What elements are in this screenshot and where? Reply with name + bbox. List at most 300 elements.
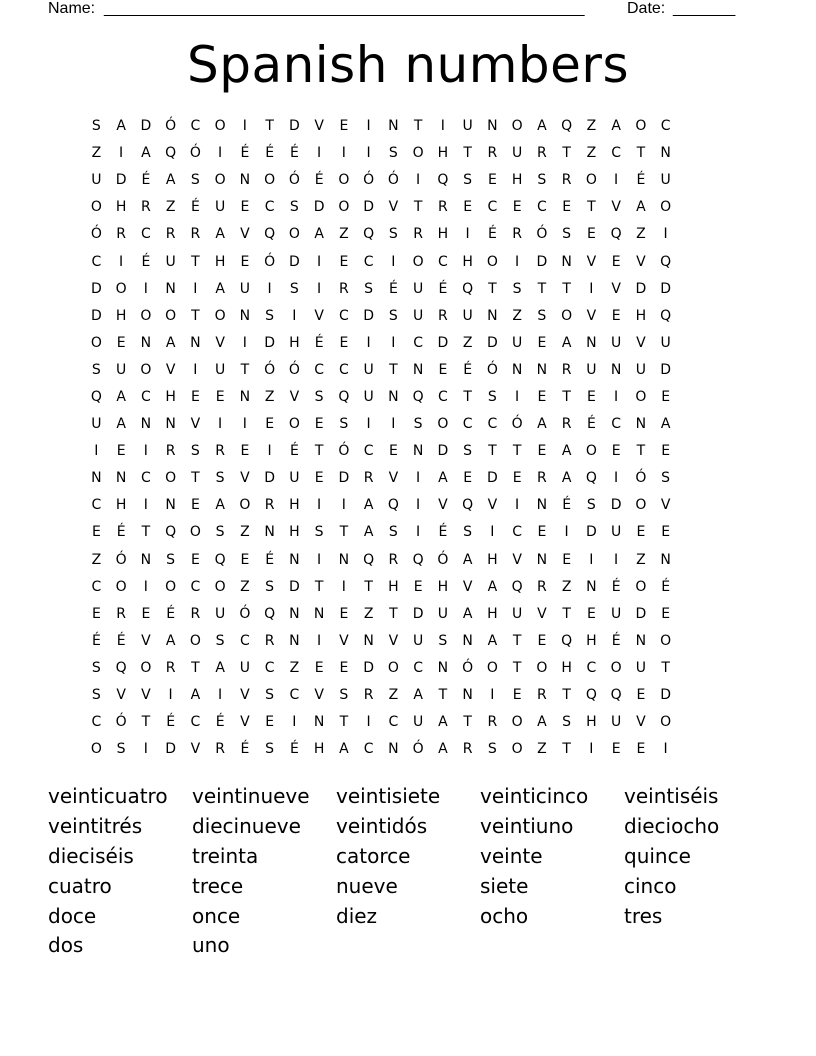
grid-letter[interactable]: I — [341, 578, 346, 595]
grid-letter[interactable]: T — [463, 388, 472, 405]
grid-letter[interactable]: V — [462, 578, 473, 595]
grid-letter[interactable]: N — [487, 118, 498, 135]
grid-letter[interactable]: V — [388, 470, 399, 487]
grid-letter[interactable]: O — [90, 741, 102, 758]
grid-letter[interactable]: S — [265, 307, 275, 324]
grid-letter[interactable]: A — [537, 416, 547, 433]
grid-letter[interactable]: I — [193, 361, 198, 378]
grid-letter[interactable]: D — [288, 253, 300, 270]
grid-letter[interactable]: E — [240, 551, 250, 568]
grid-letter[interactable]: U — [116, 361, 127, 378]
grid-letter[interactable]: E — [611, 443, 621, 460]
grid-letter[interactable]: N — [536, 497, 548, 514]
grid-letter[interactable]: A — [487, 578, 498, 595]
grid-letter[interactable]: T — [191, 307, 200, 324]
grid-letter[interactable]: H — [289, 497, 300, 514]
grid-letter[interactable]: Z — [264, 388, 275, 405]
grid-letter[interactable]: Q — [363, 226, 375, 243]
grid-letter[interactable]: H — [462, 253, 473, 270]
grid-letter[interactable]: R — [537, 578, 547, 595]
grid-letter[interactable]: U — [611, 605, 622, 622]
grid-letter[interactable]: E — [512, 199, 522, 216]
grid-letter[interactable]: U — [512, 145, 523, 162]
grid-letter[interactable]: O — [511, 741, 523, 758]
grid-letter[interactable]: T — [413, 118, 423, 135]
grid-letter[interactable]: R — [388, 551, 399, 568]
grid-letter[interactable]: O — [511, 118, 523, 135]
grid-letter[interactable]: V — [339, 632, 349, 649]
grid-letter[interactable]: Ó — [239, 605, 251, 622]
grid-letter[interactable]: Ó — [363, 172, 375, 189]
grid-letter[interactable]: E — [611, 253, 621, 270]
grid-letter[interactable]: T — [240, 361, 250, 378]
grid-letter[interactable]: É — [636, 172, 646, 189]
grid-letter[interactable]: S — [586, 497, 596, 514]
grid-letter[interactable]: A — [215, 226, 225, 243]
grid-letter[interactable]: E — [537, 443, 547, 460]
grid-letter[interactable]: I — [341, 497, 346, 514]
grid-letter[interactable]: R — [561, 416, 572, 433]
grid-letter[interactable]: É — [289, 145, 299, 162]
grid-letter[interactable]: I — [663, 226, 668, 243]
grid-letter[interactable]: D — [313, 199, 325, 216]
grid-letter[interactable]: U — [363, 388, 374, 405]
grid-letter[interactable]: H — [437, 226, 449, 243]
grid-letter[interactable]: T — [562, 687, 571, 704]
grid-letter[interactable]: Q — [264, 226, 276, 243]
grid-letter[interactable]: S — [562, 226, 572, 243]
grid-letter[interactable]: A — [487, 632, 498, 649]
grid-letter[interactable]: N — [412, 361, 424, 378]
grid-letter[interactable]: Z — [91, 145, 102, 162]
grid-letter[interactable]: N — [660, 551, 671, 568]
grid-letter[interactable]: Ó — [264, 253, 276, 270]
grid-letter[interactable]: T — [562, 280, 571, 297]
grid-letter[interactable]: A — [561, 470, 572, 487]
grid-letter[interactable]: R — [462, 741, 473, 758]
grid-letter[interactable]: A — [462, 605, 473, 622]
grid-letter[interactable]: U — [413, 307, 424, 324]
grid-letter[interactable]: N — [165, 280, 176, 297]
grid-letter[interactable]: C — [536, 199, 547, 216]
grid-letter[interactable]: N — [289, 605, 300, 622]
grid-letter[interactable]: O — [140, 307, 152, 324]
grid-letter[interactable]: S — [463, 172, 473, 189]
grid-letter[interactable]: N — [91, 470, 102, 487]
grid-letter[interactable]: Q — [660, 253, 672, 270]
grid-letter[interactable]: E — [636, 687, 646, 704]
grid-letter[interactable]: R — [190, 226, 201, 243]
grid-letter[interactable]: R — [165, 659, 176, 676]
grid-letter[interactable]: E — [661, 443, 671, 460]
grid-letter[interactable]: S — [487, 741, 497, 758]
grid-letter[interactable]: U — [215, 605, 226, 622]
grid-letter[interactable]: D — [635, 280, 647, 297]
grid-letter[interactable]: Ó — [115, 551, 127, 568]
grid-letter[interactable]: R — [264, 497, 275, 514]
grid-letter[interactable]: O — [239, 497, 251, 514]
grid-letter[interactable]: A — [116, 388, 126, 405]
grid-letter[interactable]: I — [391, 253, 396, 270]
grid-letter[interactable]: Z — [537, 741, 547, 758]
grid-letter[interactable]: T — [314, 578, 324, 595]
grid-letter[interactable]: U — [289, 470, 300, 487]
grid-letter[interactable]: T — [339, 714, 349, 731]
grid-letter[interactable]: O — [288, 416, 300, 433]
grid-letter[interactable]: O — [214, 118, 226, 135]
grid-letter[interactable]: É — [116, 632, 126, 649]
grid-letter[interactable]: I — [490, 524, 495, 541]
grid-letter[interactable]: T — [389, 361, 398, 378]
grid-letter[interactable]: Ó — [264, 361, 276, 378]
grid-letter[interactable]: O — [437, 416, 449, 433]
grid-letter[interactable]: I — [589, 280, 594, 297]
grid-letter[interactable]: E — [339, 253, 349, 270]
grid-letter[interactable]: U — [586, 361, 597, 378]
grid-letter[interactable]: N — [487, 307, 498, 324]
grid-letter[interactable]: C — [140, 388, 151, 405]
grid-letter[interactable]: Q — [412, 388, 424, 405]
grid-letter[interactable]: O — [214, 578, 226, 595]
grid-letter[interactable]: E — [339, 659, 349, 676]
grid-letter[interactable]: V — [240, 714, 250, 731]
grid-letter[interactable]: E — [141, 605, 151, 622]
grid-letter[interactable]: Z — [91, 551, 102, 568]
grid-letter[interactable]: S — [463, 524, 473, 541]
grid-letter[interactable]: U — [215, 361, 226, 378]
grid-letter[interactable]: O — [189, 632, 201, 649]
grid-letter[interactable]: H — [586, 632, 597, 649]
grid-letter[interactable]: E — [611, 307, 621, 324]
grid-letter[interactable]: U — [239, 659, 250, 676]
grid-letter[interactable]: V — [586, 307, 597, 324]
grid-letter[interactable]: E — [240, 443, 250, 460]
grid-letter[interactable]: É — [240, 145, 250, 162]
grid-letter[interactable]: I — [589, 741, 594, 758]
grid-letter[interactable]: S — [265, 578, 275, 595]
grid-letter[interactable]: A — [165, 632, 176, 649]
grid-letter[interactable]: Ó — [412, 741, 424, 758]
grid-letter[interactable]: Ó — [387, 172, 399, 189]
grid-letter[interactable]: U — [437, 605, 448, 622]
grid-letter[interactable]: C — [91, 497, 102, 514]
grid-letter[interactable]: I — [168, 687, 173, 704]
grid-letter[interactable]: E — [339, 605, 349, 622]
grid-letter[interactable]: A — [363, 524, 374, 541]
grid-letter[interactable]: N — [239, 172, 251, 189]
grid-letter[interactable]: E — [636, 524, 646, 541]
grid-letter[interactable]: I — [366, 145, 371, 162]
grid-letter[interactable]: R — [438, 307, 448, 324]
grid-letter[interactable]: É — [141, 253, 151, 270]
grid-letter[interactable]: É — [611, 632, 621, 649]
grid-letter[interactable]: É — [463, 361, 473, 378]
grid-letter[interactable]: V — [388, 632, 399, 649]
grid-letter[interactable]: U — [413, 280, 424, 297]
grid-letter[interactable]: T — [661, 659, 670, 676]
grid-letter[interactable]: É — [265, 551, 275, 568]
grid-letter[interactable]: E — [537, 632, 547, 649]
grid-letter[interactable]: I — [242, 118, 247, 135]
grid-letter[interactable]: S — [438, 632, 448, 649]
grid-letter[interactable]: N — [660, 145, 671, 162]
grid-letter[interactable]: Q — [511, 578, 523, 595]
grid-letter[interactable]: U — [611, 714, 622, 731]
grid-letter[interactable]: O — [115, 280, 127, 297]
grid-letter[interactable]: D — [536, 253, 548, 270]
grid-letter[interactable]: V — [215, 334, 225, 351]
grid-letter[interactable]: Z — [561, 578, 572, 595]
grid-letter[interactable]: H — [115, 497, 127, 514]
grid-letter[interactable]: T — [413, 199, 423, 216]
grid-letter[interactable]: É — [586, 416, 596, 433]
grid-letter[interactable]: Q — [610, 687, 622, 704]
grid-letter[interactable]: N — [115, 470, 127, 487]
grid-letter[interactable]: I — [143, 578, 148, 595]
grid-letter[interactable]: E — [586, 605, 596, 622]
grid-letter[interactable]: R — [215, 443, 225, 460]
grid-letter[interactable]: E — [661, 388, 671, 405]
grid-letter[interactable]: S — [166, 551, 176, 568]
grid-letter[interactable]: A — [413, 687, 423, 704]
grid-letter[interactable]: D — [338, 470, 350, 487]
grid-letter[interactable]: T — [191, 253, 200, 270]
grid-letter[interactable]: E — [661, 524, 671, 541]
grid-letter[interactable]: S — [265, 741, 275, 758]
grid-letter[interactable]: C — [289, 687, 300, 704]
grid-letter[interactable]: R — [438, 199, 448, 216]
grid-letter[interactable]: R — [339, 280, 349, 297]
grid-letter[interactable]: C — [611, 145, 622, 162]
grid-letter[interactable]: T — [339, 524, 349, 541]
grid-letter[interactable]: N — [190, 334, 201, 351]
grid-letter[interactable]: C — [487, 416, 498, 433]
grid-letter[interactable]: C — [264, 199, 275, 216]
grid-letter[interactable]: Q — [412, 551, 424, 568]
grid-letter[interactable]: É — [265, 145, 275, 162]
grid-letter[interactable]: O — [165, 470, 177, 487]
grid-letter[interactable]: U — [660, 172, 671, 189]
grid-letter[interactable]: I — [143, 741, 148, 758]
grid-letter[interactable]: I — [416, 524, 421, 541]
grid-letter[interactable]: D — [264, 334, 276, 351]
grid-letter[interactable]: I — [267, 443, 272, 460]
grid-letter[interactable]: I — [614, 470, 619, 487]
grid-letter[interactable]: É — [116, 524, 126, 541]
grid-letter[interactable]: D — [288, 118, 300, 135]
grid-letter[interactable]: C — [239, 632, 250, 649]
grid-letter[interactable]: N — [437, 659, 449, 676]
grid-letter[interactable]: T — [562, 605, 571, 622]
grid-letter[interactable]: V — [240, 687, 250, 704]
grid-letter[interactable]: C — [437, 388, 448, 405]
grid-letter[interactable]: A — [561, 443, 572, 460]
grid-letter[interactable]: E — [240, 253, 250, 270]
grid-letter[interactable]: S — [314, 388, 324, 405]
grid-letter[interactable]: T — [463, 145, 472, 162]
grid-letter[interactable]: O — [660, 199, 672, 216]
grid-letter[interactable]: A — [462, 551, 473, 568]
grid-letter[interactable]: I — [515, 497, 520, 514]
grid-letter[interactable]: C — [338, 361, 349, 378]
grid-letter[interactable]: D — [90, 280, 102, 297]
grid-letter[interactable]: O — [511, 714, 523, 731]
grid-letter[interactable]: O — [288, 226, 300, 243]
grid-letter[interactable]: Ó — [90, 226, 102, 243]
grid-letter[interactable]: Q — [462, 280, 474, 297]
grid-letter[interactable]: R — [561, 361, 572, 378]
grid-letter[interactable]: A — [636, 199, 646, 216]
grid-letter[interactable]: O — [264, 172, 276, 189]
grid-letter[interactable]: O — [585, 443, 597, 460]
grid-letter[interactable]: O — [115, 578, 127, 595]
grid-letter[interactable]: H — [437, 578, 449, 595]
grid-letter[interactable]: N — [635, 416, 647, 433]
grid-letter[interactable]: V — [537, 605, 547, 622]
grid-letter[interactable]: D — [437, 443, 449, 460]
grid-letter[interactable]: Q — [660, 307, 672, 324]
grid-letter[interactable]: H — [115, 307, 127, 324]
grid-letter[interactable]: É — [141, 172, 151, 189]
grid-letter[interactable]: I — [416, 172, 421, 189]
grid-letter[interactable]: I — [242, 334, 247, 351]
grid-letter[interactable]: E — [240, 199, 250, 216]
grid-letter[interactable]: E — [116, 443, 126, 460]
grid-letter[interactable]: V — [512, 551, 522, 568]
grid-letter[interactable]: D — [610, 497, 622, 514]
grid-letter[interactable]: R — [116, 605, 126, 622]
grid-letter[interactable]: D — [585, 524, 597, 541]
grid-letter[interactable]: N — [412, 443, 424, 460]
grid-letter[interactable]: V — [240, 226, 250, 243]
grid-letter[interactable]: Ó — [511, 416, 523, 433]
grid-letter[interactable]: I — [94, 443, 99, 460]
grid-letter[interactable]: S — [215, 470, 225, 487]
grid-letter[interactable]: O — [214, 172, 226, 189]
grid-letter[interactable]: I — [416, 497, 421, 514]
grid-letter[interactable]: T — [562, 741, 571, 758]
grid-letter[interactable]: T — [265, 118, 274, 135]
grid-letter[interactable]: T — [191, 659, 200, 676]
grid-letter[interactable]: T — [636, 443, 646, 460]
grid-letter[interactable]: Z — [165, 199, 176, 216]
grid-letter[interactable]: D — [115, 172, 127, 189]
grid-letter[interactable]: A — [339, 741, 349, 758]
grid-letter[interactable]: R — [363, 470, 374, 487]
grid-letter[interactable]: S — [314, 524, 324, 541]
grid-letter[interactable]: C — [437, 253, 448, 270]
grid-letter[interactable]: D — [486, 470, 498, 487]
grid-letter[interactable]: U — [512, 334, 523, 351]
grid-letter[interactable]: E — [487, 172, 497, 189]
grid-letter[interactable]: I — [614, 551, 619, 568]
grid-letter[interactable]: E — [463, 199, 473, 216]
grid-letter[interactable]: T — [438, 687, 448, 704]
grid-letter[interactable]: A — [537, 714, 547, 731]
grid-letter[interactable]: S — [537, 172, 547, 189]
grid-letter[interactable]: I — [218, 145, 223, 162]
grid-letter[interactable]: A — [611, 118, 621, 135]
grid-letter[interactable]: U — [635, 659, 646, 676]
grid-letter[interactable]: H — [561, 659, 572, 676]
grid-letter[interactable]: E — [537, 388, 547, 405]
grid-letter[interactable]: T — [512, 632, 522, 649]
grid-letter[interactable]: Z — [363, 605, 374, 622]
grid-letter[interactable]: Q — [214, 551, 226, 568]
grid-letter[interactable]: N — [511, 361, 523, 378]
grid-letter[interactable]: E — [537, 524, 547, 541]
grid-letter[interactable]: V — [141, 687, 151, 704]
grid-letter[interactable]: T — [314, 443, 324, 460]
grid-letter[interactable]: Q — [585, 470, 597, 487]
grid-letter[interactable]: Q — [561, 632, 573, 649]
grid-letter[interactable]: V — [611, 199, 621, 216]
grid-letter[interactable]: S — [215, 524, 225, 541]
grid-letter[interactable]: O — [561, 307, 573, 324]
grid-letter[interactable]: I — [317, 280, 322, 297]
grid-letter[interactable]: U — [462, 307, 473, 324]
grid-letter[interactable]: Ó — [165, 118, 177, 135]
grid-letter[interactable]: I — [317, 551, 322, 568]
grid-letter[interactable]: O — [660, 632, 672, 649]
grid-letter[interactable]: Z — [636, 551, 646, 568]
grid-letter[interactable]: I — [317, 497, 322, 514]
grid-letter[interactable]: V — [289, 388, 300, 405]
grid-letter[interactable]: É — [289, 741, 299, 758]
grid-letter[interactable]: Ó — [189, 145, 201, 162]
grid-letter[interactable]: H — [289, 334, 300, 351]
grid-letter[interactable]: V — [438, 497, 448, 514]
grid-letter[interactable]: C — [388, 714, 399, 731]
grid-letter[interactable]: E — [586, 388, 596, 405]
grid-letter[interactable]: R — [537, 145, 547, 162]
grid-letter[interactable]: C — [487, 199, 498, 216]
grid-letter[interactable]: A — [165, 172, 176, 189]
grid-letter[interactable]: É — [388, 280, 398, 297]
grid-letter[interactable]: E — [339, 334, 349, 351]
grid-letter[interactable]: S — [190, 172, 200, 189]
grid-letter[interactable]: E — [586, 226, 596, 243]
grid-letter[interactable]: D — [660, 687, 672, 704]
grid-letter[interactable]: H — [289, 524, 300, 541]
grid-letter[interactable]: V — [314, 118, 324, 135]
grid-letter[interactable]: A — [165, 334, 176, 351]
grid-letter[interactable]: U — [239, 280, 250, 297]
grid-letter[interactable]: U — [91, 416, 102, 433]
grid-letter[interactable]: É — [91, 632, 101, 649]
grid-letter[interactable]: D — [660, 361, 672, 378]
grid-letter[interactable]: É — [611, 578, 621, 595]
grid-letter[interactable]: S — [487, 388, 497, 405]
grid-letter[interactable]: D — [264, 470, 276, 487]
grid-letter[interactable]: U — [611, 524, 622, 541]
grid-letter[interactable]: U — [660, 334, 671, 351]
grid-letter[interactable]: I — [366, 714, 371, 731]
grid-letter[interactable]: Z — [388, 687, 399, 704]
grid-letter[interactable]: Z — [289, 659, 300, 676]
grid-letter[interactable]: V — [165, 361, 176, 378]
grid-letter[interactable]: N — [561, 253, 572, 270]
grid-letter[interactable]: R — [363, 687, 374, 704]
grid-letter[interactable]: O — [635, 118, 647, 135]
grid-letter[interactable]: E — [190, 551, 200, 568]
grid-letter[interactable]: N — [462, 687, 473, 704]
grid-letter[interactable]: Q — [115, 659, 127, 676]
grid-letter[interactable]: N — [313, 714, 325, 731]
grid-letter[interactable]: S — [364, 280, 374, 297]
grid-letter[interactable]: A — [438, 470, 448, 487]
grid-letter[interactable]: R — [537, 470, 547, 487]
